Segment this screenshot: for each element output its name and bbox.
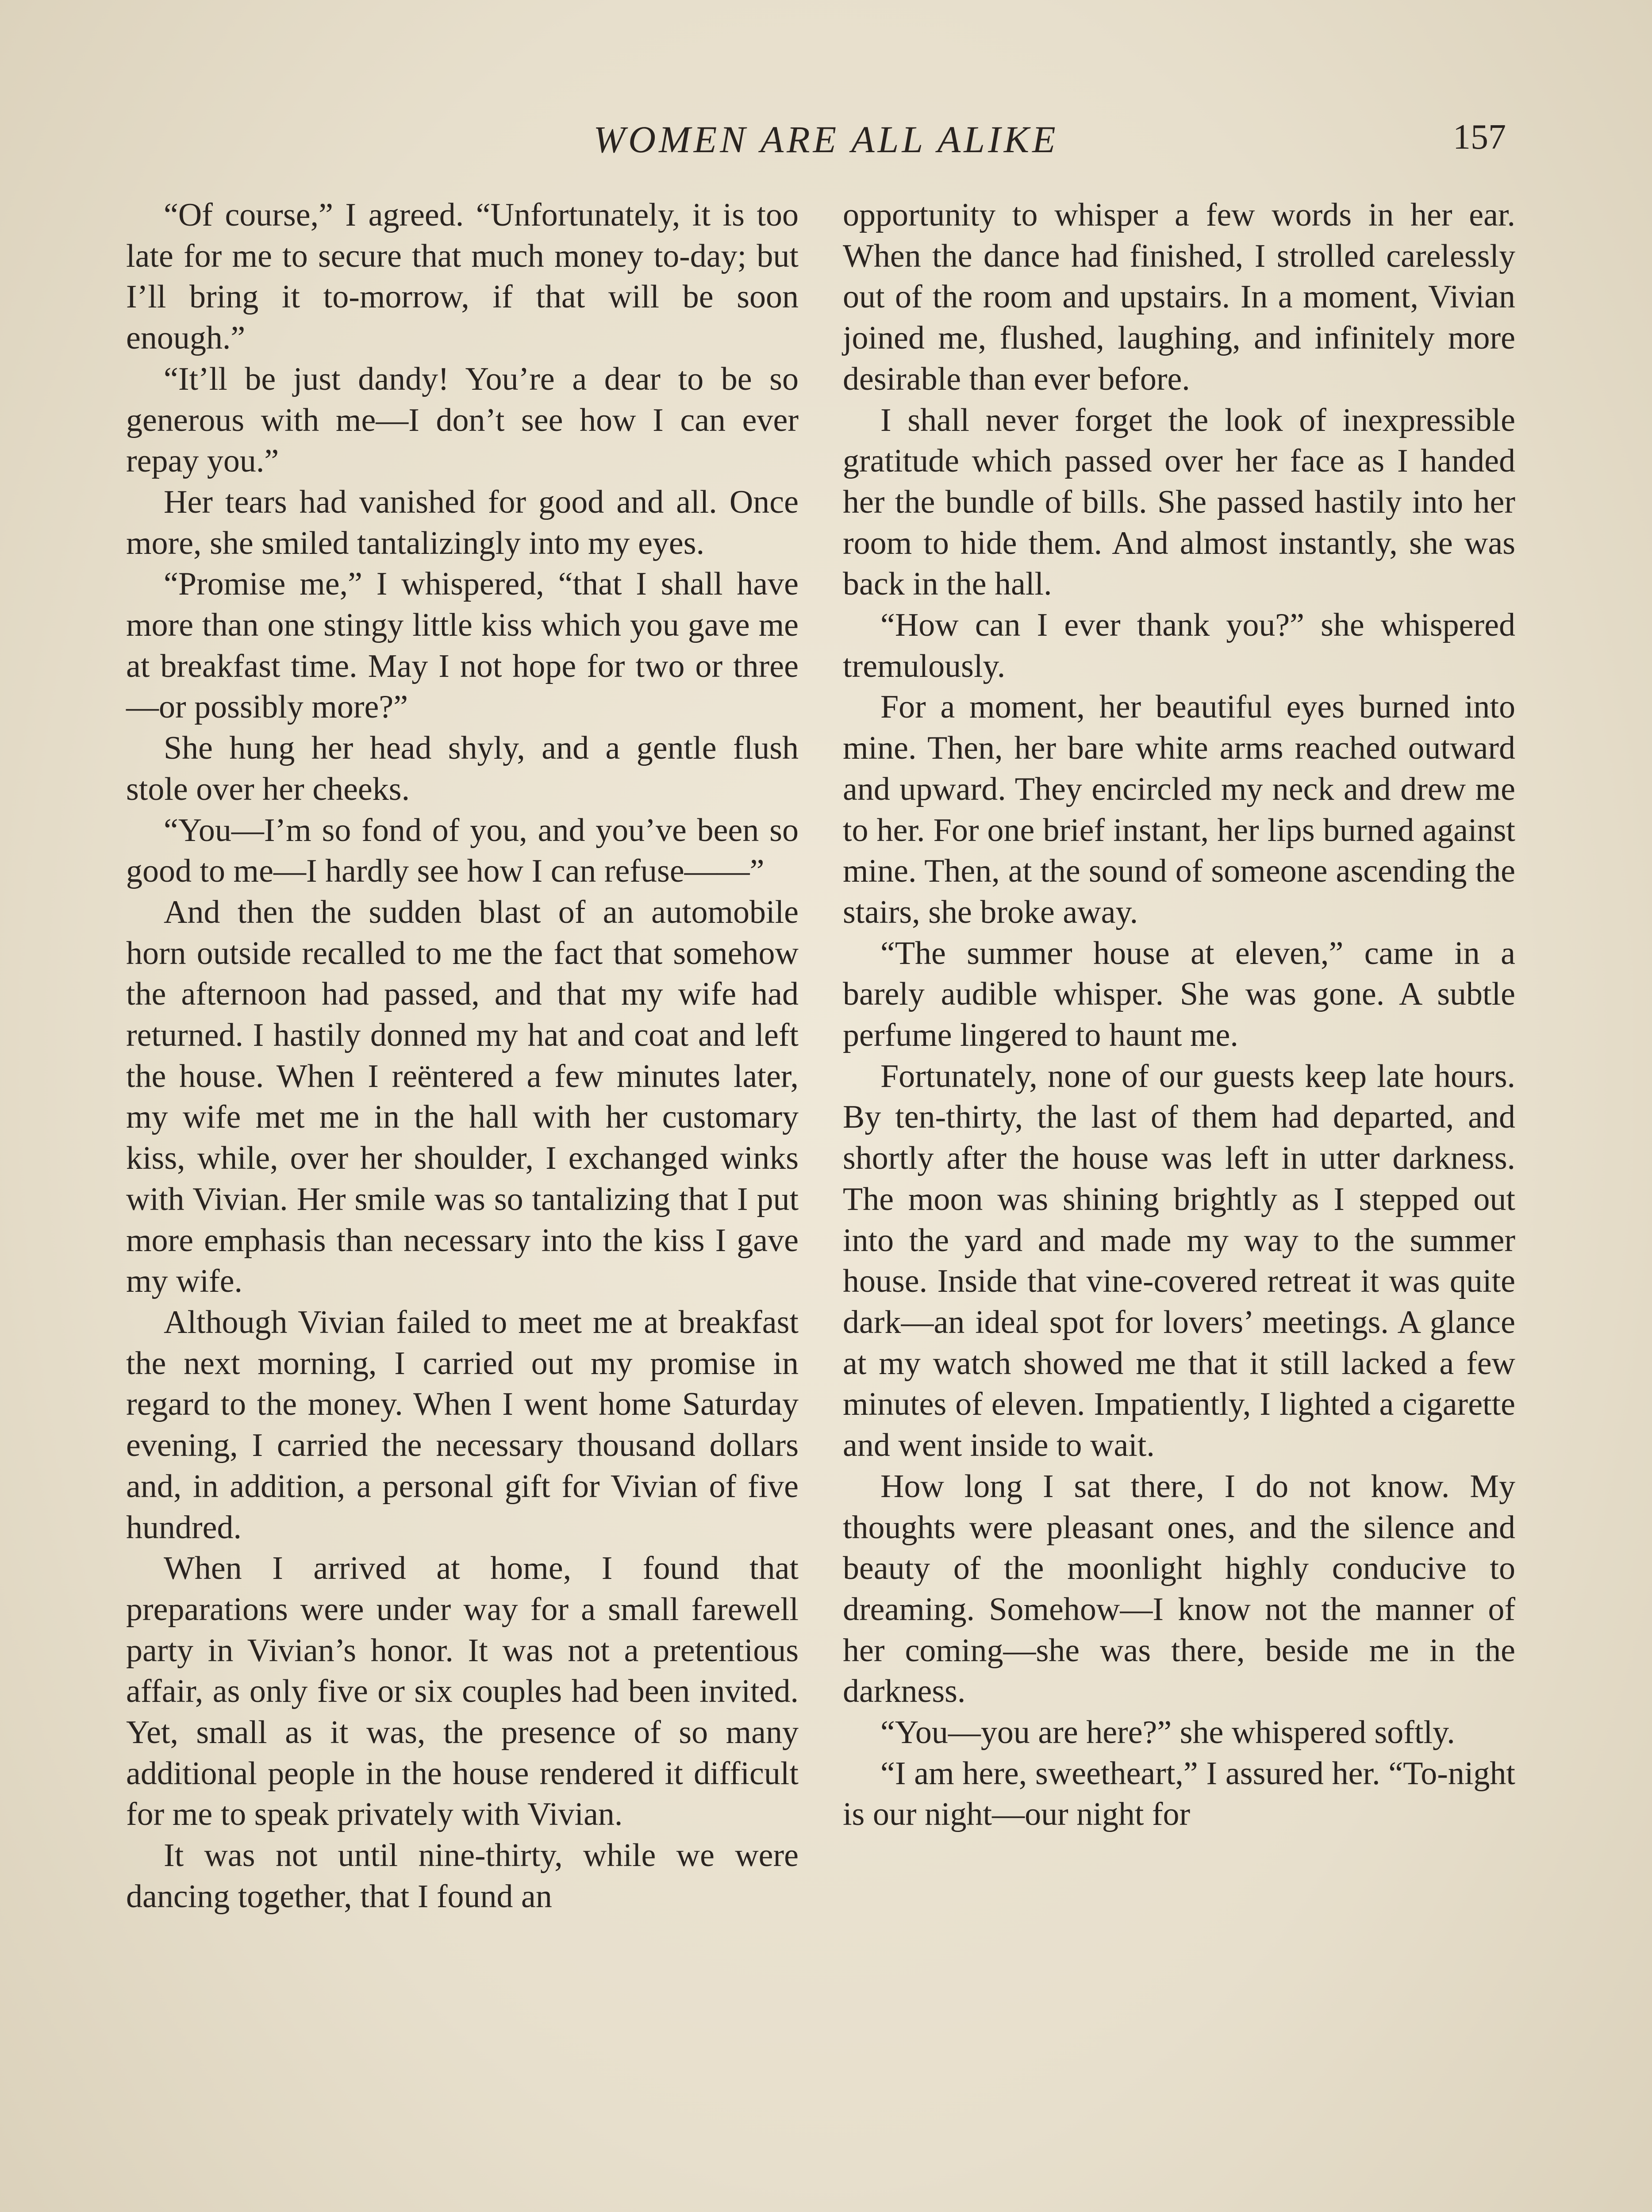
paragraph: How long I sat there, I do not know. My thoughts were pleasant ones, and the silence and beauty of the moonlight highly conducive to dreaming. Somehow—I know not the manner of her coming—she was there, beside me in the darkness. [843,1468,1515,1710]
paragraph: Although Vivian failed to meet me at breakfast the next morning, I carried out my promise in regard to the money. When I went home Saturday evening, I carried the necessary thousand dollars and, in addition, a personal gift for Vivian of five hundred. [126,1304,799,1546]
paragraph: Her tears had vanished for good and all. Once more, she smiled tantalizingly into my eyes. [126,484,799,561]
page-header [133,113,1519,166]
paragraph: “You—I’m so fond of you, and you’ve been so good to me—I hardly see how I can refuse——” [126,812,799,890]
paragraph: “Of course,” I agreed. “Unfortunately, it is too late for me to secure that much money to-day; but I’ll bring it to-morrow, if that will be soon enough.” [126,197,799,357]
paragraph: And then the sudden blast of an automobile horn outside recalled to me the fact that somehow the afternoon had passed, and that my wife had returned. I hastily donned my hat and coat and left the house. When I reëntered a few minutes later, my wife met me in the hall with her customary kiss, while, over her shoulder, I exchanged winks with Vivian. Her smile was so tantalizing that I put more emphasis than necessary into the kiss I gave my wife. [126,894,799,1300]
paragraph: For a moment, her beautiful eyes burned into mine. Then, her bare white arms reached outward and upward. They encircled my neck and drew me to her. For one brief instant, her lips burned against mine. Then, at the sound of someone ascending the stairs, she broke away. [843,689,1515,930]
paragraph: I shall never forget the look of inexpressible gratitude which passed over her face as I handed her the bundle of bills. She passed hastily into her room to hide them. And almost instantly, she was back in the hall. [843,402,1515,603]
right-column [843,195,1515,1835]
paragraph: “Promise me,” I whispered, “that I shall have more than one stingy little kiss which you gave me at breakfast time. May I not hope for two or three —or possibly more?” [126,566,799,726]
paragraph: “The summer house at eleven,” came in a barely audible whisper. She was gone. A subtle perfume lingered to haunt me. [843,935,1515,1054]
paragraph: When I arrived at home, I found that preparations were under way for a small farewell party in Vivian’s honor. It was not a pretentious affair, as only five or six couples had been invited. Yet, small as it was, the presence of so many additional people in the house rendered it difficult for me to speak privately with Vivian. [126,1550,799,1833]
paragraph: “It’ll be just dandy! You’re a dear to be so generous with me—I don’t see how I can ever repay you.” [126,361,799,480]
paragraph: Fortunately, none of our guests keep late hours. By ten-thirty, the last of them had departed, and shortly after the house was left in utter darkness. The moon was shining brightly as I stepped out into the yard and made my way to the summer house. Inside that vine-covered retreat it was quite dark—an ideal spot for lovers’ meetings. A glance at my watch showed me that it still lacked a few minutes of eleven. Impatiently, I lighted a cigarette and went inside to wait. [843,1058,1515,1464]
paragraph: She hung her head shyly, and a gentle flush stole over her cheeks. [126,730,799,807]
paragraph: “How can I ever thank you?” she whispered tremulously. [843,607,1515,684]
paragraph: “I am here, sweetheart,” I assured her. “To-night is our night—our night for [843,1755,1515,1833]
page-number: 157 [1453,118,1506,157]
running-title: WOMEN ARE ALL ALIKE [593,118,1059,161]
left-column [126,195,799,1917]
paragraph-continued: opportunity to whisper a few words in her ear. When the dance had finished, I strolled carelessly out of the room and upstairs. In a moment, Vivian joined me, flushed, laughing, and infinitely more desirable than ever before. [843,197,1515,397]
paragraph: “You—you are here?” she whispered softly. [880,1714,1455,1751]
paragraph: It was not until nine-thirty, while we were dancing together, that I found an [126,1837,799,1915]
